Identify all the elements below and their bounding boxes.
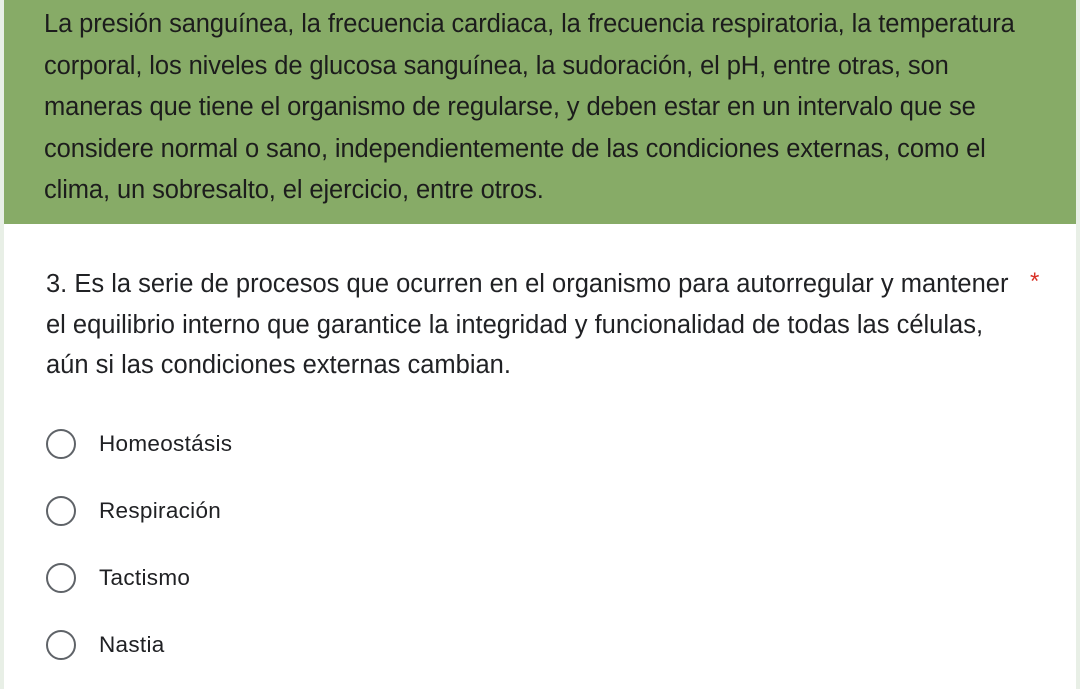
info-section <box>4 0 1076 224</box>
option-homeostasis[interactable] <box>46 410 232 477</box>
info-text: La presión sanguínea, la frecuencia cardiaca, la frecuencia respiratoria, la temperatura corporal, los niveles de glucosa sanguínea, la sudoración, el pH, entre otras, son maneras que tiene el organismo de regularse, y deben estar en un intervalo que se considere normal o sano, independientemente de las condiciones externas, como el clima, un sobresalto, el ejercicio, entre otros. <box>44 10 1015 204</box>
option-label: Respiración <box>99 497 222 523</box>
option-tactismo[interactable] <box>46 544 232 611</box>
required-asterisk: * <box>1030 268 1040 295</box>
radio-button[interactable] <box>46 630 76 660</box>
question-header <box>46 264 1026 386</box>
question-card <box>4 224 1076 689</box>
option-nastia[interactable] <box>46 611 232 678</box>
radio-button[interactable] <box>46 429 76 459</box>
option-label: Homeostásis <box>99 430 233 456</box>
radio-button[interactable] <box>46 563 76 593</box>
radio-button[interactable] <box>46 496 76 526</box>
option-label: Tactismo <box>99 564 191 590</box>
radio-group <box>46 410 232 678</box>
option-respiracion[interactable] <box>46 477 232 544</box>
question-title: 3. Es la serie de procesos que ocurren en el organismo para autorregular y mantener el equilibrio interno que garantice la integridad y funcionalidad de todas las células, aún si las condiciones externas cambian. <box>46 270 1009 379</box>
option-label: Nastia <box>99 631 165 657</box>
